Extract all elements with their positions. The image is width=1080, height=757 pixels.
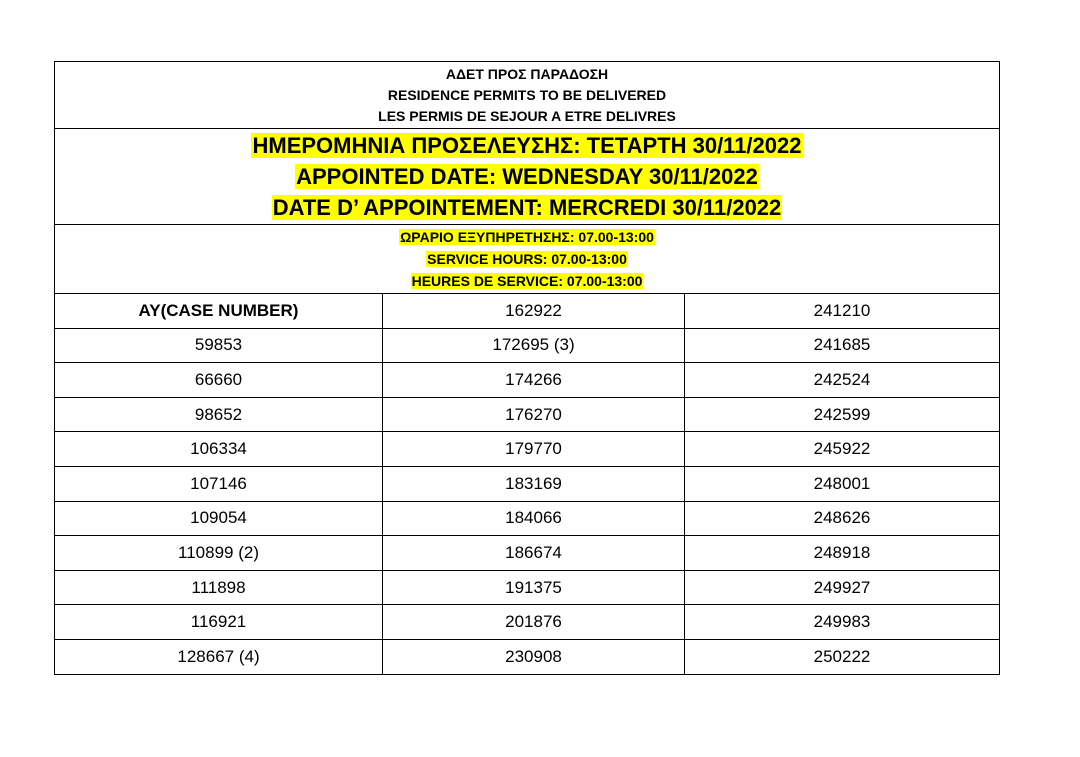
appointment-date <box>55 129 1000 225</box>
table-row <box>55 501 1000 536</box>
case-number-cell: 116921 <box>55 605 383 640</box>
table-row <box>55 432 1000 467</box>
table-row <box>55 397 1000 432</box>
title-french: LES PERMIS DE SEJOUR A ETRE DELIVRES <box>378 107 676 124</box>
case-number-cell: 241210 <box>685 294 1000 329</box>
case-number-cell: 179770 <box>383 432 685 467</box>
permits-table <box>54 61 1000 675</box>
case-number-cell: 107146 <box>55 466 383 501</box>
case-number-cell: 249983 <box>685 605 1000 640</box>
case-number-cell: 186674 <box>383 536 685 571</box>
service-hours <box>55 225 1000 294</box>
case-number-cell: 98652 <box>55 397 383 432</box>
date-row <box>55 129 1000 225</box>
case-number-cell: 174266 <box>383 363 685 398</box>
case-number-cell: 230908 <box>383 639 685 674</box>
case-number-cell: 111898 <box>55 570 383 605</box>
case-number-cell: 110899 (2) <box>55 536 383 571</box>
hours-french: HEURES DE SERVICE: 07.00-13:00 <box>411 273 643 289</box>
table-row <box>55 294 1000 329</box>
column-header: AY(CASE NUMBER) <box>55 294 383 329</box>
title-greek: ΑΔΕΤ ΠΡΟΣ ΠΑΡΑΔΟΣΗ <box>445 65 609 82</box>
title-english: RESIDENCE PERMITS TO BE DELIVERED <box>387 86 667 103</box>
case-number-cell: 183169 <box>383 466 685 501</box>
case-number-cell: 248918 <box>685 536 1000 571</box>
case-number-cell: 242599 <box>685 397 1000 432</box>
hours-english: SERVICE HOURS: 07.00-13:00 <box>427 251 627 267</box>
document-title <box>55 62 1000 129</box>
table-row <box>55 570 1000 605</box>
case-number-cell: 66660 <box>55 363 383 398</box>
case-number-cell: 248626 <box>685 501 1000 536</box>
case-number-cell: 128667 (4) <box>55 639 383 674</box>
hours-row <box>55 225 1000 294</box>
case-number-cell: 59853 <box>55 328 383 363</box>
table-row <box>55 536 1000 571</box>
case-number-cell: 106334 <box>55 432 383 467</box>
date-english: APPOINTED DATE: WEDNESDAY 30/11/2022 <box>296 164 758 189</box>
table-row <box>55 605 1000 640</box>
case-number-cell: 162922 <box>383 294 685 329</box>
hours-greek: ΩΡΑΡΙΟ ΕΞΥΠΗΡΕΤΗΣΗΣ: 07.00-13:00 <box>400 229 654 245</box>
case-number-cell: 201876 <box>383 605 685 640</box>
case-number-rows <box>55 294 1000 675</box>
case-number-cell: 248001 <box>685 466 1000 501</box>
date-french: DATE D’ APPOINTEMENT: MERCREDI 30/11/2022 <box>272 195 782 220</box>
table-row <box>55 363 1000 398</box>
title-row <box>55 62 1000 129</box>
case-number-cell: 191375 <box>383 570 685 605</box>
table-row <box>55 466 1000 501</box>
date-greek: ΗΜΕΡΟΜΗΝΙΑ ΠΡΟΣΕΛΕΥΣΗΣ: ΤΕΤΑΡΤΗ 30/11/2022 <box>252 133 802 158</box>
case-number-cell: 176270 <box>383 397 685 432</box>
case-number-cell: 172695 (3) <box>383 328 685 363</box>
case-number-cell: 184066 <box>383 501 685 536</box>
case-number-cell: 249927 <box>685 570 1000 605</box>
table-row <box>55 328 1000 363</box>
case-number-cell: 109054 <box>55 501 383 536</box>
table-row <box>55 639 1000 674</box>
case-number-cell: 241685 <box>685 328 1000 363</box>
case-number-cell: 250222 <box>685 639 1000 674</box>
case-number-cell: 242524 <box>685 363 1000 398</box>
case-number-cell: 245922 <box>685 432 1000 467</box>
